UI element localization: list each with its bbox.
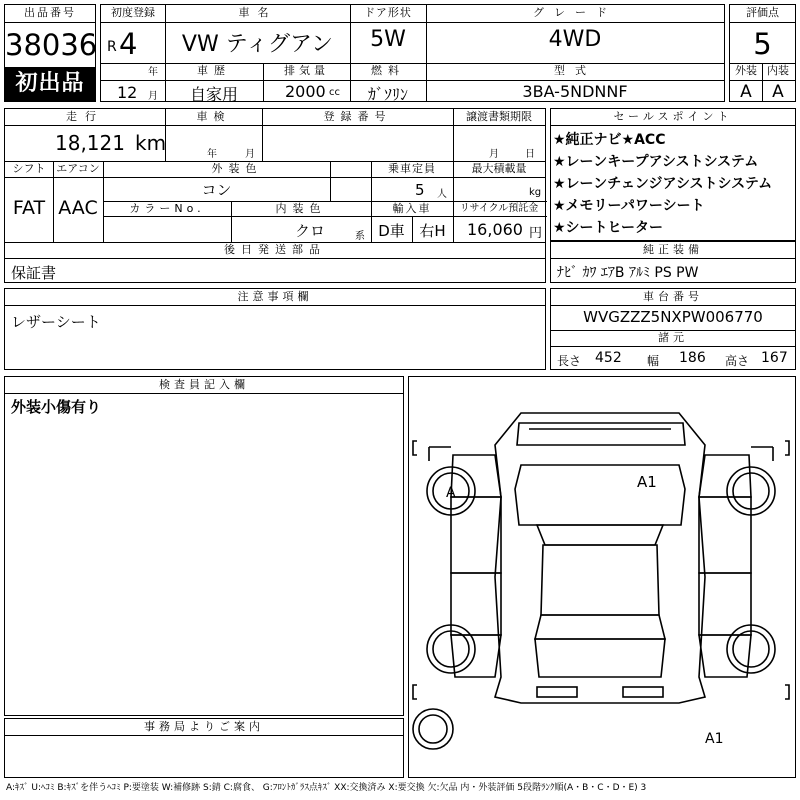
inspection-month-unit: 月 — [245, 149, 255, 160]
plate-label: 登録番号 — [323, 110, 392, 123]
fuel-label: 燃料 — [371, 64, 405, 77]
inspection-year-unit: 年 — [207, 149, 217, 160]
inspector-label: 検査員記入欄 — [159, 378, 249, 391]
sales-point-4: ★メモリーパワーシート — [553, 198, 705, 214]
first-listing-badge: 初出品 — [5, 67, 95, 101]
interior-grade: A — [772, 82, 784, 102]
equipment-block — [550, 241, 796, 283]
height: 167 — [761, 350, 788, 366]
interior-color-label: 内装色 — [275, 202, 327, 215]
chassis-number: WVGZZZ5NXPW006770 — [583, 308, 763, 326]
recycle-fee-label: リサイクル預託金 — [459, 203, 539, 214]
width-label: 幅 — [647, 354, 660, 368]
door-type: 5W — [370, 27, 406, 52]
interior-color-unit: 系 — [355, 231, 365, 242]
sales-point-3: ★レーンチェンジアシストシステム — [553, 176, 773, 192]
ac-label: エアコン — [56, 162, 100, 175]
year-unit: 年 — [148, 67, 158, 78]
displacement: 2000 — [285, 82, 326, 101]
exterior-grade-label: 外装 — [735, 64, 757, 77]
door-label: ドア形状 — [364, 6, 412, 19]
exterior-color-label: 外装色 — [211, 162, 263, 175]
sales-point-2: ★レーンキープアシストシステム — [553, 154, 759, 170]
exterior-color: コン — [201, 181, 232, 199]
height-label: 高さ — [725, 354, 750, 368]
import-label: 輸入車 — [392, 202, 432, 215]
sales-point-1: ★純正ナビ★ACC — [553, 132, 666, 148]
era-label: R — [107, 39, 117, 55]
notes: レザーシート — [11, 313, 101, 331]
ac: AAC — [58, 197, 98, 219]
inspection-label: 車検 — [196, 110, 231, 123]
max-load-label: 最大積載量 — [471, 162, 527, 175]
inspector-block — [4, 376, 404, 716]
capacity: 5 — [415, 181, 425, 199]
sales-points-label: セールスポイント — [613, 110, 733, 123]
month-unit: 月 — [148, 91, 158, 102]
registration-month: 12 — [117, 83, 138, 102]
width: 186 — [679, 350, 706, 366]
mileage: 18,121 — [55, 131, 125, 155]
score-block — [729, 4, 796, 102]
fuel: ｶﾞｿﾘﾝ — [367, 85, 408, 104]
details-block — [4, 108, 546, 283]
spec-label: 諸元 — [658, 331, 688, 344]
registration-year: 4 — [119, 27, 138, 61]
chassis-block — [550, 288, 796, 370]
length: 452 — [595, 350, 622, 366]
car-diagram — [409, 377, 794, 776]
chassis-label: 車台番号 — [643, 290, 703, 303]
car-outline — [495, 413, 705, 703]
car-name-label: 車名 — [238, 6, 277, 19]
equipment: ﾅﾋﾞ ｶﾜ ｴｱB ｱﾙﾐ PS PW — [557, 265, 699, 281]
lot-number: 38036 — [5, 28, 98, 62]
office-label: 事務局よりご案内 — [144, 720, 264, 733]
displacement-unit: cc — [329, 87, 340, 98]
mileage-unit: km — [135, 131, 167, 155]
sales-points-block — [550, 108, 796, 241]
equipment-label: 純正装備 — [643, 243, 703, 256]
recycle-fee-unit: 円 — [529, 226, 543, 241]
recycle-fee: 16,060 — [467, 220, 523, 239]
capacity-unit: 人 — [437, 189, 447, 200]
lot-number-block — [4, 4, 96, 102]
transfer-month-unit: 月 — [489, 149, 499, 160]
transfer-deadline-label: 譲渡書類期限 — [466, 110, 532, 123]
max-load-unit: kg — [529, 187, 542, 198]
handle-position: 右H — [419, 222, 446, 240]
transfer-day-unit: 日 — [525, 149, 535, 160]
shift-label: シフト — [12, 162, 46, 175]
car-name: VW ティグアン — [181, 32, 334, 57]
grade: 4WD — [548, 27, 602, 52]
damage-mark-hood: A1 — [637, 473, 657, 491]
car-diagram-block — [408, 376, 796, 778]
exterior-grade: A — [740, 82, 752, 102]
capacity-label: 乗車定員 — [388, 162, 436, 175]
damage-mark-bottom-right: A1 — [705, 731, 724, 747]
sales-point-5: ★シートヒーター — [553, 220, 663, 236]
grade-label: グレード — [533, 6, 617, 19]
history-label: 車歴 — [197, 64, 231, 77]
length-label: 長さ — [557, 354, 582, 368]
notes-label: 注意事項欄 — [237, 290, 313, 303]
model-label: 型式 — [554, 64, 596, 77]
interior-grade-label: 内装 — [767, 64, 789, 77]
later-parts: 保証書 — [11, 264, 57, 282]
score: 5 — [753, 27, 772, 61]
history: 自家用 — [189, 85, 238, 104]
score-label: 評価点 — [746, 6, 779, 19]
inspector-comment: 外装小傷有り — [11, 398, 102, 416]
first-registration-label: 初度登録 — [111, 6, 155, 19]
notes-block — [4, 288, 546, 370]
interior-color: クロ — [295, 222, 326, 240]
mileage-label: 走行 — [66, 110, 104, 123]
displacement-label: 排気量 — [284, 64, 329, 77]
color-number-label: カラーNo. — [129, 202, 205, 215]
shift: FAT — [12, 197, 46, 219]
office-block — [4, 718, 404, 778]
damage-mark-left-front-wheel: A — [446, 485, 456, 501]
import-type: D車 — [378, 222, 405, 240]
later-parts-label: 後日発送部品 — [224, 243, 326, 256]
lot-number-label: 出品番号 — [24, 6, 76, 19]
model-code: 3BA-5NDNNF — [522, 82, 628, 101]
vehicle-header-block — [100, 4, 725, 102]
legend-footer: A:ｷｽﾞ U:ﾍｺﾐ B:ｷｽﾞを伴うﾍｺﾐ P:要塗装 W:補修跡 S:錆 C:腐食、 G:ﾌﾛﾝﾄｶﾞﾗｽ点ｷｽﾞ XX:交換済み X:要交換 欠:欠品 内・外装評価 5段階ﾗﾝｸ順(A・B・C・D・E) 3 — [6, 783, 647, 793]
